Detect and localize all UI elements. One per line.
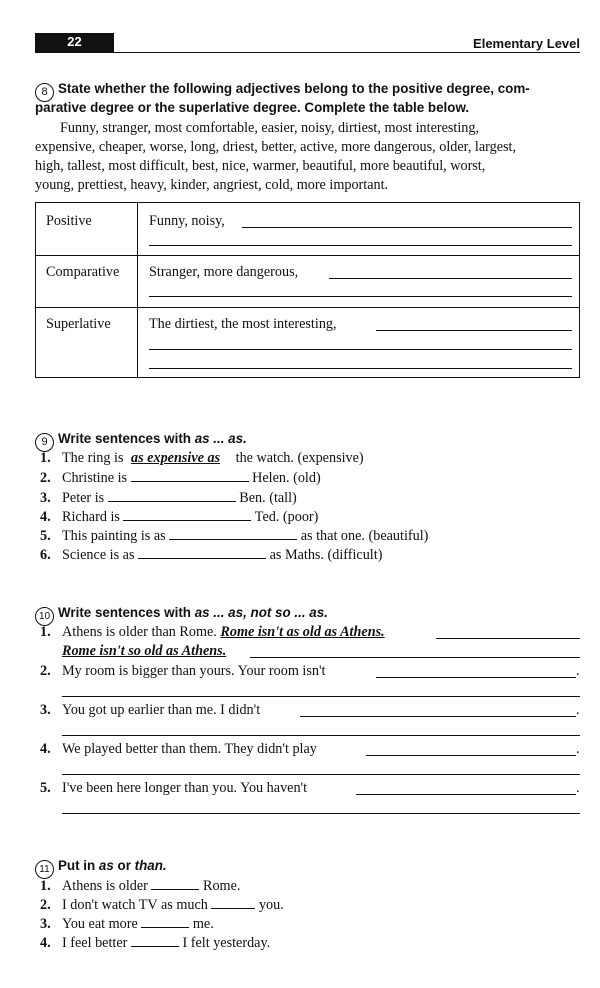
ex9-item-5 <box>40 526 428 546</box>
answer-line[interactable] <box>62 696 580 697</box>
item-text: as that one. (beautiful) <box>300 528 429 544</box>
answer-line[interactable] <box>62 774 580 775</box>
ex8-word-line-4: young, prettiest, heavy, kinder, angriest, cold, more important. <box>35 177 389 193</box>
item-text: I feel better <box>62 935 128 951</box>
ex8-word-line-3: high, tallest, most difficult, best, nice, warmer, beautiful, more beautiful, worst, <box>35 158 486 174</box>
ex10-example-answer-1: Rome isn't as old as Athens. <box>220 624 385 640</box>
answer-blank[interactable] <box>131 933 179 947</box>
answer-blank[interactable] <box>123 507 251 521</box>
ex10-item-1 <box>40 623 385 642</box>
ex10-item-1-line2 <box>62 642 226 661</box>
ex11-item-2 <box>40 895 284 915</box>
ex10-item-4 <box>40 740 317 759</box>
item-number: 3. <box>40 916 51 932</box>
item-number: 2. <box>40 470 51 486</box>
item-number: 1. <box>40 878 51 894</box>
answer-line[interactable] <box>242 227 572 228</box>
ex11-title-emphasis: than. <box>134 858 167 873</box>
answer-line[interactable] <box>62 735 580 736</box>
answer-blank[interactable] <box>151 876 199 890</box>
answer-line[interactable] <box>149 368 572 369</box>
ex11-title: Put in <box>58 858 99 873</box>
item-text: My room is bigger than yours. Your room isn't <box>62 663 326 679</box>
ex10-example-answer-2: Rome isn't so old as Athens. <box>62 643 227 659</box>
period: . <box>576 780 580 796</box>
ex10-item-3 <box>40 701 260 720</box>
answer-blank[interactable] <box>138 545 266 559</box>
item-text: You got up earlier than me. I didn't <box>62 702 261 718</box>
table-lead-superlative: The dirtiest, the most interesting, <box>149 316 337 332</box>
page-number: 22 <box>67 34 82 49</box>
item-text: Athens is older <box>62 878 148 894</box>
item-text: The ring is <box>62 450 124 466</box>
item-text: I don't watch TV as much <box>62 897 208 913</box>
item-number: 3. <box>40 702 51 718</box>
item-number: 4. <box>40 741 51 757</box>
ex9-title: Write sentences with <box>58 431 195 446</box>
ex9-title-emphasis: as ... as. <box>194 431 247 446</box>
table-lead-comparative: Stranger, more dangerous, <box>149 264 299 280</box>
ex11-item-3 <box>40 914 214 934</box>
answer-line[interactable] <box>149 296 572 297</box>
item-number: 3. <box>40 490 51 506</box>
item-number: 5. <box>40 780 51 796</box>
item-text: We played better than them. They didn't play <box>62 741 317 757</box>
item-text: Ben. (tall) <box>239 490 297 506</box>
ex11-number: 11 <box>35 860 54 879</box>
ex11-title: or <box>113 858 135 873</box>
ex9-number: 9 <box>35 433 54 452</box>
item-text: you. <box>258 897 284 913</box>
degree-table <box>35 202 580 378</box>
answer-line[interactable] <box>376 330 572 331</box>
ex10-number: 10 <box>35 607 54 626</box>
item-text: Richard is <box>62 509 120 525</box>
item-number: 4. <box>40 935 51 951</box>
ex10-item-2 <box>40 662 325 681</box>
item-text: Rome. <box>203 878 241 894</box>
period: . <box>576 741 580 757</box>
ex8-word-line-2: expensive, cheaper, worse, long, driest, better, active, more dangerous, older, largest, <box>35 139 517 155</box>
answer-blank[interactable] <box>108 488 236 502</box>
ex8-instruction-1: State whether the following adjectives belong to the positive degree, com- <box>58 81 530 96</box>
answer-line[interactable] <box>149 349 572 350</box>
ex10-item-5 <box>40 779 307 798</box>
item-number: 2. <box>40 897 51 913</box>
table-row-divider <box>36 255 579 256</box>
item-number: 2. <box>40 663 51 679</box>
ex9-item-1 <box>40 449 364 468</box>
item-text: Christine is <box>62 470 128 486</box>
answer-blank[interactable] <box>131 468 249 482</box>
table-col-divider <box>137 203 138 377</box>
item-text: You eat more <box>62 916 138 932</box>
item-text: Athens is older than Rome. <box>62 624 217 640</box>
ex9-item-2 <box>40 468 321 488</box>
item-text: This painting is as <box>62 528 166 544</box>
answer-line[interactable] <box>62 813 580 814</box>
period: . <box>576 702 580 718</box>
ex9-example-answer: as expensive as <box>131 450 221 466</box>
ex8-word-line-1: Funny, stranger, most comfortable, easier, noisy, dirtiest, most interesting, <box>60 120 480 136</box>
table-label-comparative: Comparative <box>46 264 120 280</box>
ex8-number: 8 <box>35 83 54 102</box>
answer-line[interactable] <box>436 638 580 639</box>
answer-blank[interactable] <box>211 895 255 909</box>
answer-line[interactable] <box>250 657 580 658</box>
item-text: me. <box>192 916 214 932</box>
answer-line[interactable] <box>329 278 572 279</box>
ex9-item-4 <box>40 507 318 527</box>
answer-line[interactable] <box>366 755 576 756</box>
answer-blank[interactable] <box>141 914 189 928</box>
period: . <box>576 663 580 679</box>
answer-blank[interactable] <box>169 526 297 540</box>
item-number: 6. <box>40 547 51 563</box>
ex11-item-4 <box>40 933 270 953</box>
ex9-item-3 <box>40 488 297 508</box>
item-text: as Maths. (difficult) <box>269 547 383 563</box>
table-row-divider <box>36 307 579 308</box>
answer-line[interactable] <box>300 716 576 717</box>
item-text: Helen. (old) <box>252 470 321 486</box>
header-rule <box>114 52 580 53</box>
table-label-positive: Positive <box>46 213 92 229</box>
item-number: 5. <box>40 528 51 544</box>
ex10-title-emphasis: as ... as, not so ... as. <box>194 605 328 620</box>
item-text: I felt yesterday. <box>182 935 271 951</box>
ex10-title: Write sentences with <box>58 605 195 620</box>
item-text: Peter is <box>62 490 105 506</box>
table-lead-positive: Funny, noisy, <box>149 213 225 229</box>
answer-line[interactable] <box>149 245 572 246</box>
answer-line[interactable] <box>356 794 576 795</box>
item-number: 1. <box>40 624 51 640</box>
ex8-instruction-2: parative degree or the superlative degree. Complete the table below. <box>35 100 470 115</box>
item-text: Ted. (poor) <box>254 509 319 525</box>
item-text: Science is as <box>62 547 135 563</box>
ex11-item-1 <box>40 876 240 896</box>
ex9-item-6 <box>40 545 382 565</box>
level-label: Elementary Level <box>473 36 580 51</box>
table-label-superlative: Superlative <box>46 316 111 332</box>
item-text: the watch. (expensive) <box>235 450 364 466</box>
ex11-title-emphasis: as <box>98 858 114 873</box>
answer-line[interactable] <box>376 677 576 678</box>
item-number: 4. <box>40 509 51 525</box>
item-text: I've been here longer than you. You haven't <box>62 780 308 796</box>
item-number: 1. <box>40 450 51 466</box>
